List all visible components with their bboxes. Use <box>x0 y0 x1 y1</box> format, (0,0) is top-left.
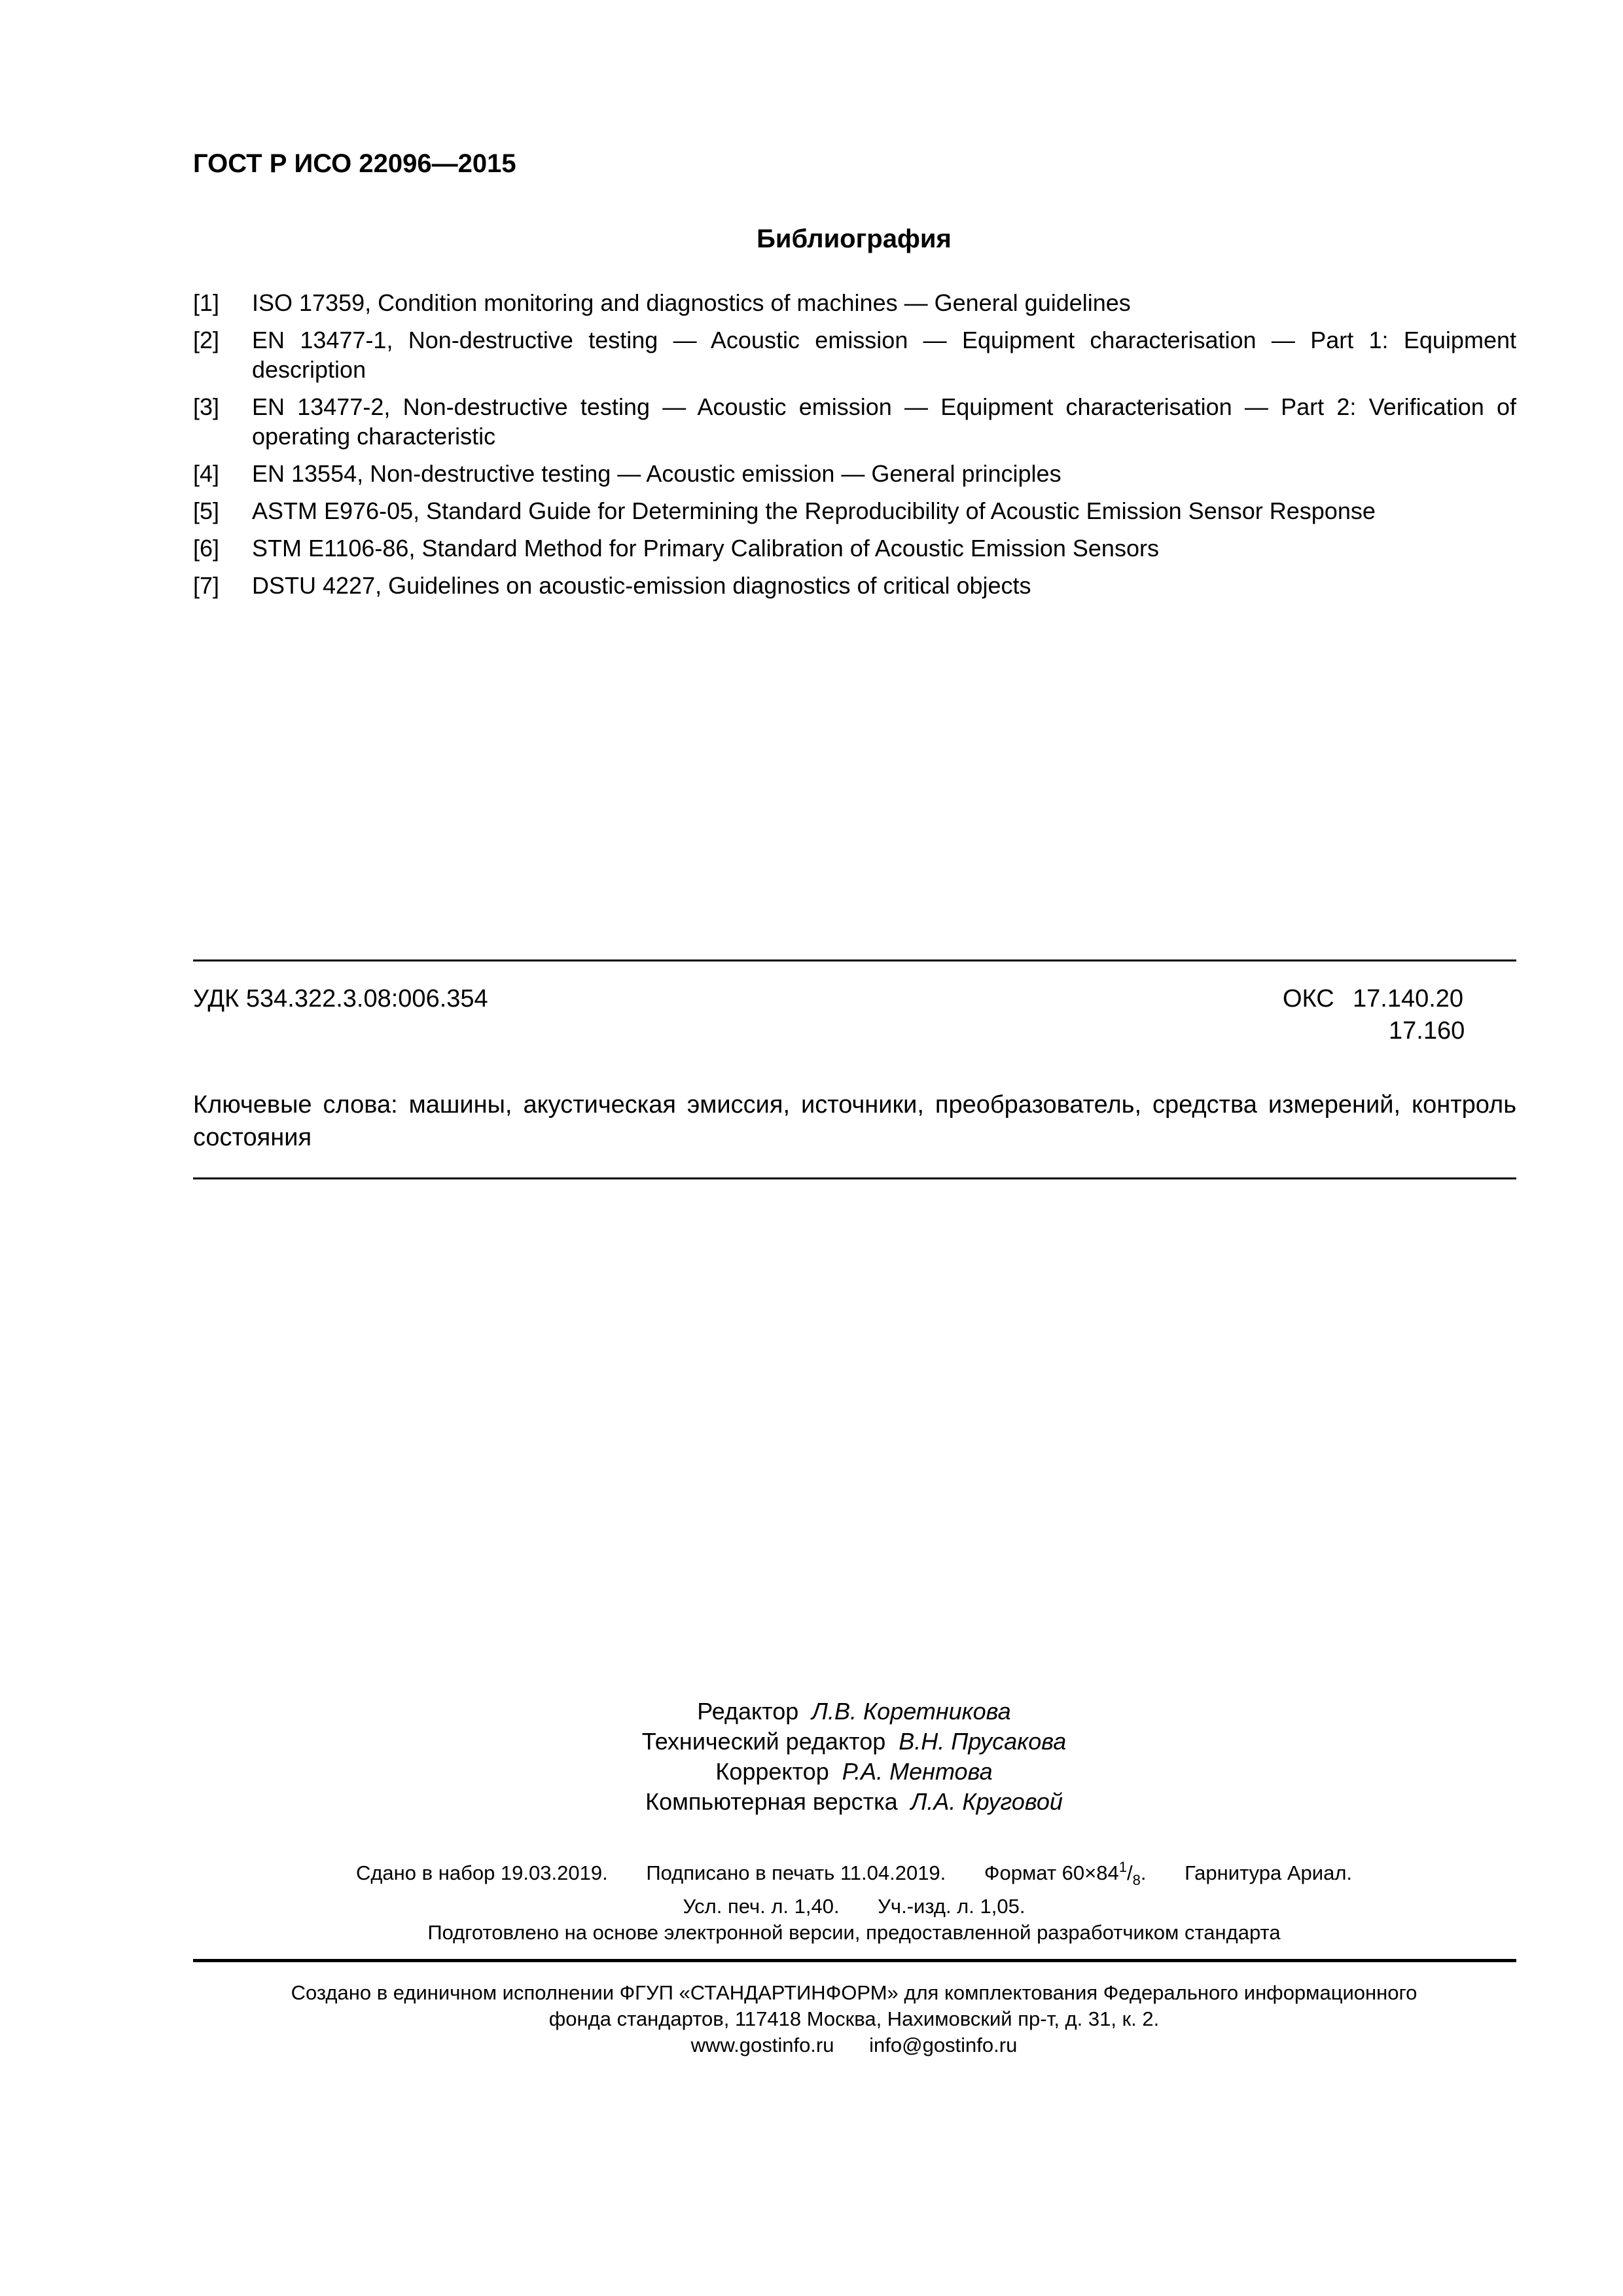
publication-info <box>0 1854 1623 1946</box>
udk-code: УДК 534.322.3.08:006.354 <box>193 985 488 1013</box>
reference-number: [2] <box>193 327 220 353</box>
credit-name: В.Н. Прусакова <box>899 1728 1067 1755</box>
divider-middle <box>193 1177 1516 1179</box>
prepared-note: Подготовлено на основе электронной версии, предоставленной разработчиком стандарта <box>427 1921 1281 1944</box>
reference-text: STM E1106-86, Standard Method for Primary Calibration of Acoustic Emission Sensors <box>252 535 1159 562</box>
footer-line-1: Создано в единичном исполнении ФГУП «СТАНДАРТИНФОРМ» для комплектования Федерального информационного <box>291 1981 1418 2004</box>
reference-number: [6] <box>193 535 220 562</box>
email-link[interactable]: info@gostinfo.ru <box>869 2034 1018 2056</box>
publication-line-1 <box>85 1854 1623 1893</box>
keywords: Ключевые слова: машины, акустическая эмиссия, источники, преобразователь, средства измерений, контроль состояния <box>193 1091 1516 1151</box>
credit-name: Л.В. Коретникова <box>812 1698 1011 1725</box>
credits-block <box>0 1696 1623 1817</box>
credit-role: Корректор <box>715 1758 829 1785</box>
reference-item <box>193 533 1516 563</box>
reference-item <box>193 392 1516 451</box>
reference-text: ASTM E976-05, Standard Guide for Determining the Reproducibility of Acoustic Emission Sensor Response <box>252 497 1376 524</box>
oks-code-secondary: 17.160 <box>1389 1017 1465 1045</box>
credit-role: Редактор <box>697 1698 799 1725</box>
reference-item <box>193 571 1516 600</box>
publication-line-2 <box>85 1893 1623 1920</box>
reference-item <box>193 288 1516 317</box>
document-header: ГОСТ Р ИСО 22096—2015 <box>193 149 516 178</box>
reference-number: [3] <box>193 393 220 420</box>
reference-number: [1] <box>193 289 220 316</box>
oks-label: ОКС <box>1283 985 1334 1013</box>
reference-item <box>193 459 1516 488</box>
bibliography-title: Библиография <box>757 224 952 253</box>
reference-number: [5] <box>193 497 220 524</box>
publisher-sheets: Уч.-изд. л. 1,05. <box>878 1895 1026 1918</box>
typeface: Гарнитура Ариал. <box>1185 1861 1353 1884</box>
footer <box>0 1980 1623 2058</box>
divider-bottom <box>193 1959 1516 1962</box>
credit-name: Р.А. Ментова <box>842 1758 993 1785</box>
oks-code-primary: 17.140.20 <box>1353 985 1464 1013</box>
reference-item <box>193 496 1516 526</box>
reference-item <box>193 325 1516 384</box>
footer-contacts <box>85 2032 1623 2058</box>
reference-text: EN 13477-1, Non-destructive testing — Acoustic emission — Equipment characterisation — Part 1: Equipment description <box>252 327 1516 383</box>
reference-text: EN 13554, Non-destructive testing — Acoustic emission — General principles <box>252 460 1061 487</box>
footer-line-2: фонда стандартов, 117418 Москва, Нахимовский пр-т, д. 31, к. 2. <box>548 2007 1160 2030</box>
signed-date: Подписано в печать 11.04.2019. <box>646 1861 946 1884</box>
credit-corrector <box>85 1757 1623 1787</box>
submitted-date: Сдано в набор 19.03.2019. <box>355 1861 608 1884</box>
credit-role: Технический редактор <box>641 1728 886 1755</box>
divider-top <box>193 960 1516 961</box>
credit-tech-editor <box>85 1727 1623 1757</box>
website-link[interactable]: www.gostinfo.ru <box>690 2034 834 2056</box>
reference-text: DSTU 4227, Guidelines on acoustic-emission diagnostics of critical objects <box>252 572 1031 599</box>
bibliography-list <box>193 288 1516 608</box>
paper-format: Формат $60\times 84^1/_8$. <box>984 1859 1147 1888</box>
oks-codes <box>1283 985 1465 1045</box>
reference-number: [4] <box>193 460 220 487</box>
reference-number: [7] <box>193 572 220 599</box>
credit-name: Л.А. Круговой <box>910 1788 1063 1815</box>
credit-role: Компьютерная верстка <box>645 1788 898 1815</box>
print-sheets: Усл. печ. л. 1,40. <box>683 1895 840 1918</box>
reference-text: ISO 17359, Condition monitoring and diagnostics of machines — General guidelines <box>252 289 1131 316</box>
credit-editor <box>85 1696 1623 1727</box>
credit-layout <box>85 1787 1623 1817</box>
reference-text: EN 13477-2, Non-destructive testing — Acoustic emission — Equipment characterisation — Part 2: Verification of operating characteristic <box>252 393 1516 450</box>
